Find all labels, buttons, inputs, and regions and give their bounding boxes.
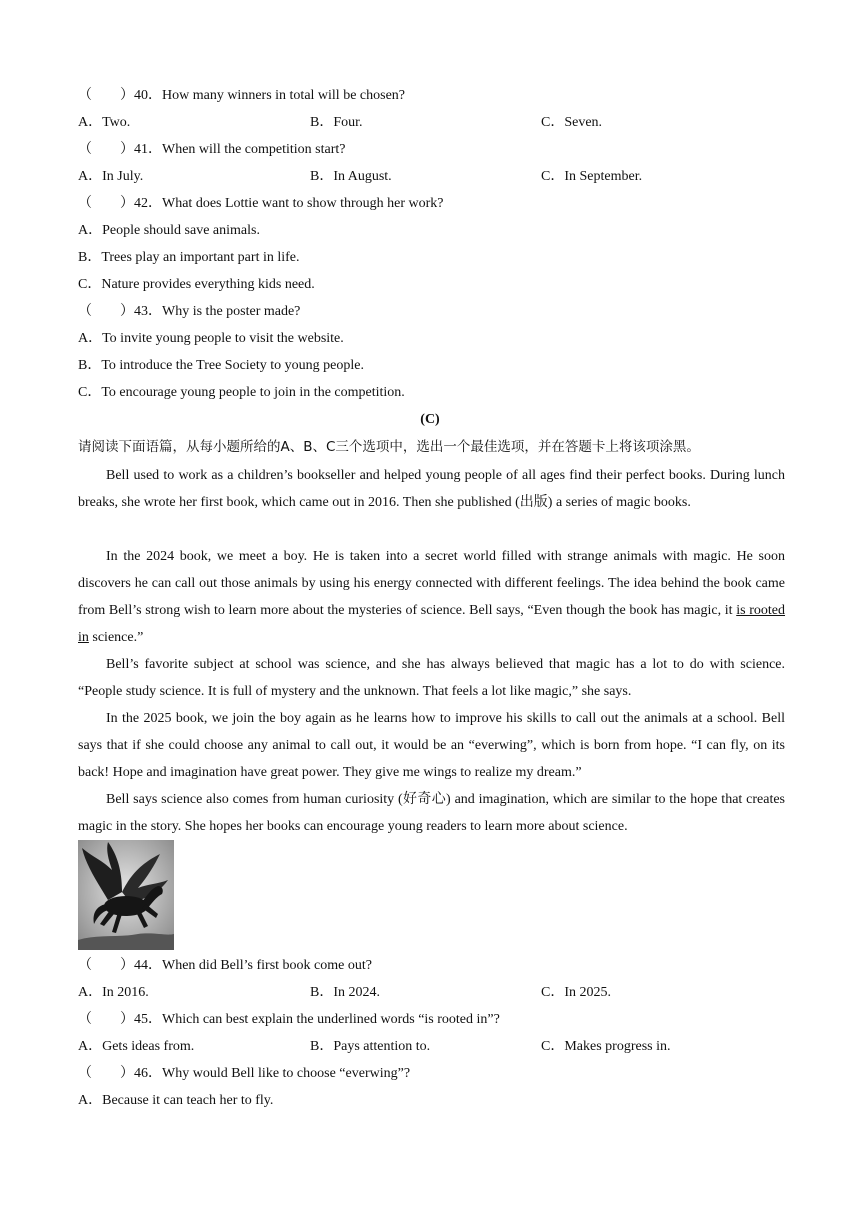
question-41 <box>78 141 346 159</box>
option-a: A．Gets ideas from. <box>78 1039 195 1054</box>
option-c: C．In 2025. <box>541 985 611 1000</box>
option-a: A．Because it can teach her to fly. <box>78 1093 274 1108</box>
passage-paragraph-4: In the 2025 book, we join the boy again as he learns how to improve his skills to call out the animals at a school. Bell says that if she could choose any animal to call out, it would be an “everwing”, which is born from hope. “I can fly, on its back! Hope and imagination have great power. They give me wings to realize my dream.” <box>78 711 785 780</box>
option-a: A．In July. <box>78 169 144 184</box>
everwing-illustration <box>78 840 174 950</box>
winged-horse-icon <box>78 840 174 950</box>
question-text: 41．When will the competition start? <box>134 142 346 157</box>
answer-paren: （ ） <box>78 304 134 319</box>
passage-paragraph-1: Bell used to work as a children’s bookseller and helped young people of all ages find their perfect books. During lunch breaks, she wrote her first book, which came out in 2016. Then she published (出版) a series of magic books. <box>78 468 785 510</box>
option-c: C．Seven. <box>541 115 603 130</box>
question-text: 46．Why would Bell like to choose “everwing”? <box>134 1066 411 1081</box>
option-b: B．To introduce the Tree Society to young people. <box>78 358 364 373</box>
option-a: A．Two. <box>78 115 131 130</box>
underlined-phrase: is rooted in <box>78 603 786 645</box>
section-heading: (C) <box>420 412 440 427</box>
answer-paren: （ ） <box>78 1066 134 1081</box>
paragraph-text: In the 2024 book, we meet a boy. He is taken into a secret world filled with strange animals with magic. He soon discovers he can call out those animals by using his energy connected with different feelings. The idea behind the book came from Bell’s strong wish to learn more about the mysteries of science. Bell says, “Even though the book has magic, it <box>78 549 785 618</box>
option-b: B．In 2024. <box>310 985 380 1000</box>
answer-paren: （ ） <box>78 196 134 211</box>
option-a: A．To invite young people to visit the website. <box>78 331 344 346</box>
option-c: C．To encourage young people to join in the competition. <box>78 385 405 400</box>
passage-paragraph-3: Bell’s favorite subject at school was science, and she has always believed that magic has a lot to do with science. “People study science. It is full of mystery and the unknown. That feels a lot like magic,” she says. <box>78 657 785 699</box>
question-44 <box>78 957 372 975</box>
passage-paragraph-2 <box>78 543 785 651</box>
option-c: C．Makes progress in. <box>541 1039 671 1054</box>
answer-paren: （ ） <box>78 142 134 157</box>
answer-paren: （ ） <box>78 1012 134 1027</box>
question-42 <box>78 195 444 213</box>
option-c: C．Nature provides everything kids need. <box>78 277 315 292</box>
passage-paragraph-5: Bell says science also comes from human curiosity (好奇心) and imagination, which are similar to the hope that creates magic in the story. She hopes her books can encourage young readers to learn more about science. <box>78 792 785 834</box>
paragraph-text: science.” <box>88 630 144 645</box>
option-c: C．In September. <box>541 169 643 184</box>
option-b: B．Trees play an important part in life. <box>78 250 300 265</box>
question-text: 44．When did Bell’s first book come out? <box>134 958 372 973</box>
question-43 <box>78 303 300 321</box>
question-46 <box>78 1065 410 1083</box>
question-text: 45．Which can best explain the underlined words “is rooted in”? <box>134 1012 500 1027</box>
question-text: 43．Why is the poster made? <box>134 304 301 319</box>
option-b: B．Four. <box>310 115 363 130</box>
option-b: B．Pays attention to. <box>310 1039 431 1054</box>
option-b: B．In August. <box>310 169 392 184</box>
answer-paren: （ ） <box>78 88 134 103</box>
question-text: 40．How many winners in total will be chosen? <box>134 88 406 103</box>
question-text: 42．What does Lottie want to show through her work? <box>134 196 444 211</box>
question-40 <box>78 87 405 105</box>
option-a: A．People should save animals. <box>78 223 260 238</box>
answer-paren: （ ） <box>78 958 134 973</box>
option-a: A．In 2016. <box>78 985 149 1000</box>
instruction: 请阅读下面语篇，从每小题所给的A、B、C三个选项中，选出一个最佳选项，并在答题卡上将该项涂黑。 <box>78 439 700 455</box>
question-45 <box>78 1011 500 1029</box>
